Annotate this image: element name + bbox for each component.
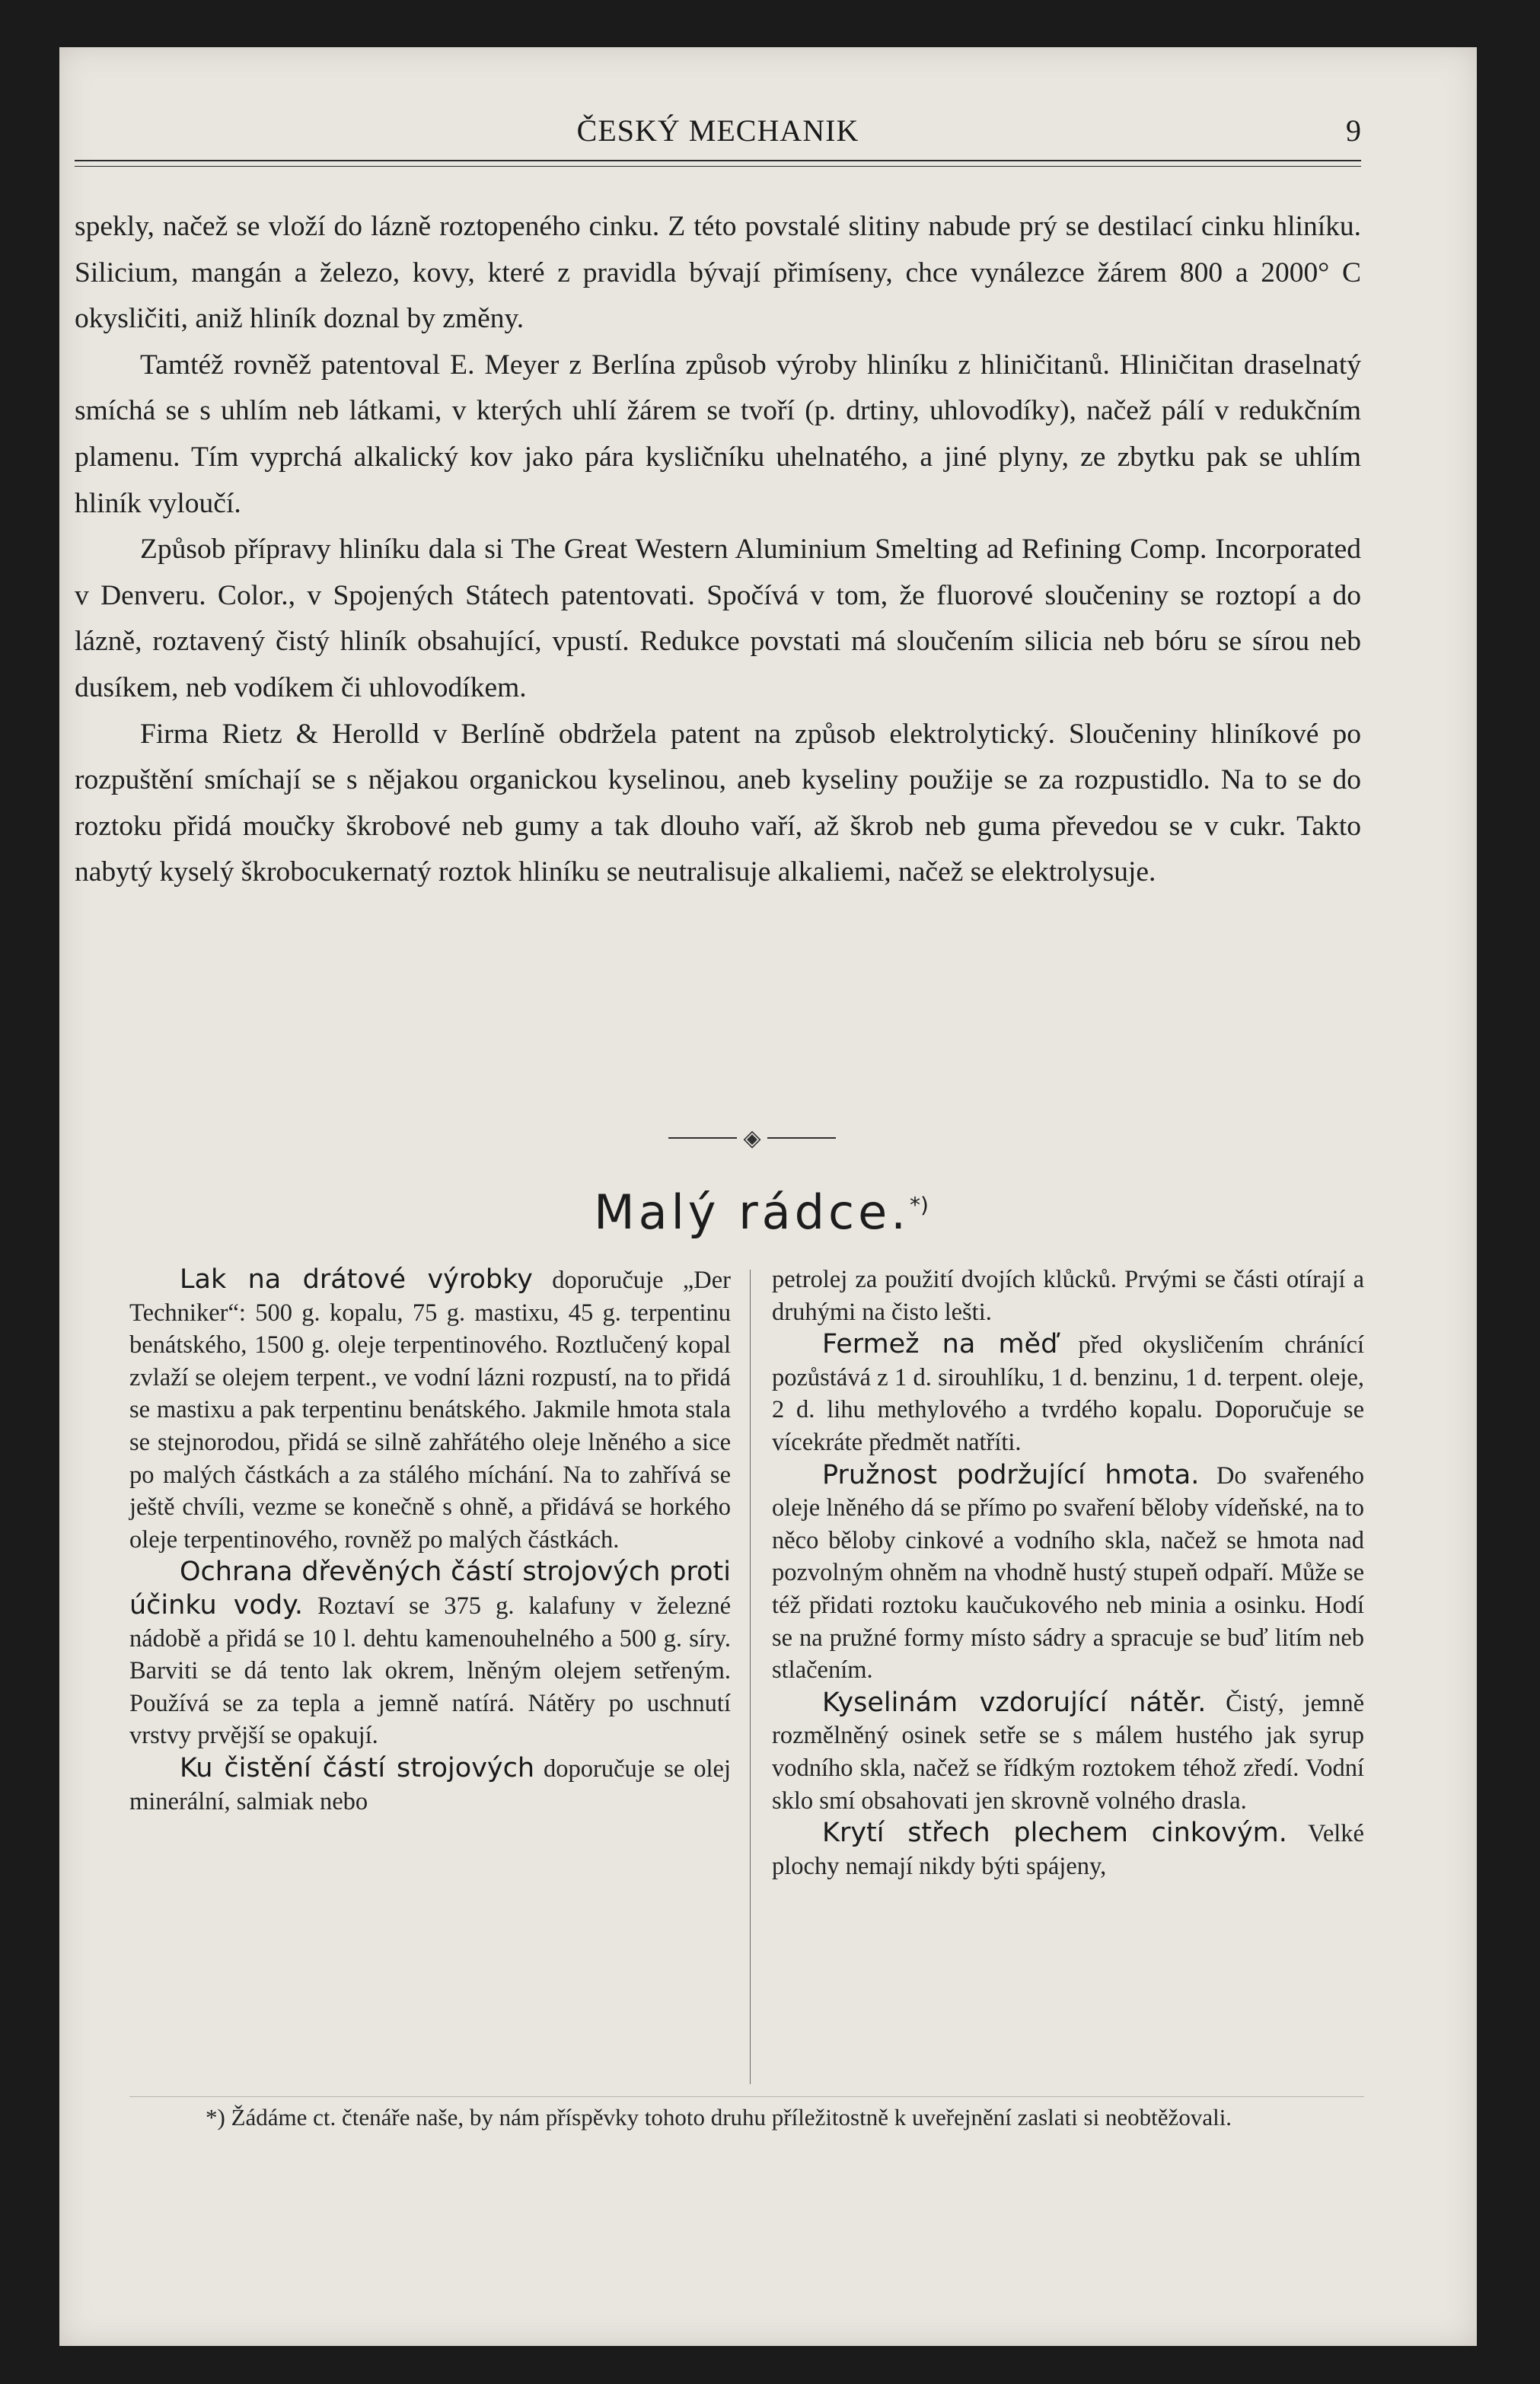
- diamond-icon: ◈: [743, 1124, 761, 1152]
- tip-heading: Ku čistění částí strojových: [180, 1752, 535, 1783]
- tip-heading: Pružnost podržující hmota.: [822, 1459, 1200, 1490]
- tip-heading: Kyselinám vzdorující nátěr.: [822, 1687, 1207, 1718]
- tip-entry: [772, 1459, 1364, 1687]
- paragraph: Tamtéž rovněž patentoval E. Meyer z Berlína způsob výroby hliníku z hliničitanů. Hliničitan draselnatý smíchá se s uhlím neb látkami, v kterých uhlí žárem se tvoří (p. drtiny, uhlovodíky), načež pálí v redukčním plamenu. Tím vyprchá alkalický kov jako pára kysličníku uhelnatého, a jiné plyny, ze zbytku pak se uhlím hliník vyloučí.: [75, 349, 1361, 519]
- section-title-text: Malý rádce.: [594, 1184, 910, 1240]
- paragraph: Firma Rietz & Herolld v Berlíně obdržela patent na způsob elektrolytický. Sloučeniny hliníkové po rozpuštění smíchají se s nějakou organickou kyselinou, aneb kyseliny použije se za rozpustidlo. Na to se do roztoku přidá moučky škrobové neb gumy a tak dlouho vaří, až škrob neb guma převedou se v cukr. Takto nabytý kyselý škrobocukernatý roztok hliníku se neutralisuje alkaliemi, načež se elektrolysuje.: [75, 718, 1361, 888]
- tip-heading: Ochrana dřevěných částí strojových proti účinku vody.: [129, 1557, 731, 1621]
- tip-text: Do svařeného oleje lněného dá se přímo po svaření běloby vídeňské, na to něco běloby cinkové a vodního skla, načež se hmota nad pozvolným ohněm na vhodně hustý stupeň odpaří. Může se též přidati roztoku kaučukového neb minia a osinku. Hodí se na pružné formy místo sádry a spracuje se buď litím neb stlačením.: [772, 1461, 1365, 1684]
- tip-heading: Krytí střech plechem cinkovým.: [822, 1818, 1287, 1849]
- tip-entry: [129, 1752, 731, 1818]
- paragraph: Způsob přípravy hliníku dala si The Great Western Aluminium Smelting ad Refining Comp. Incorporated v Denveru. Color., v Spojených Státech patentovati. Spočívá v tom, že fluorové sloučeniny se roztopí a do lázně, roztavený čistý hliník obsahující, vpustí. Redukce povstati má sloučením silicia neb bóru se sírou neb dusíkem, neb vodíkem či uhlovodíkem.: [75, 534, 1361, 703]
- footnote-mark: *): [206, 2104, 225, 2131]
- article-body: [75, 204, 1361, 896]
- ornament-line-left: [668, 1137, 737, 1139]
- tip-text: Velké plochy nemají nikdy býti spájeny,: [772, 1820, 1364, 1880]
- page-number: 9: [1346, 113, 1361, 148]
- running-title: ČESKÝ MECHANIK: [576, 113, 859, 148]
- section-ornament: [668, 1124, 836, 1152]
- tip-entry: [772, 1328, 1364, 1458]
- tip-text: doporučuje se olej minerální, salmiak nebo: [129, 1755, 731, 1815]
- paragraph: spekly, načež se vloží do lázně roztopeného cinku. Z této povstalé slitiny nabude prý se destilací cinku hliníku. Silicium, mangán a železo, kovy, které z pravidla bývají přimíseny, chce vynálezce žárem 800 a 2000° C okysličiti, aniž hliník doznal by změny.: [75, 211, 1361, 335]
- tip-heading: Fermež na měď: [822, 1329, 1058, 1360]
- tip-entry: [772, 1817, 1364, 1882]
- column-divider: [750, 1270, 751, 2084]
- right-column: [772, 1264, 1364, 1882]
- tip-text: Čistý, jemně rozmělněný osinek setře se s málem hustého jak syrup vodního skla, načež se řídkým roztokem téhož zředí. Vodní sklo smí obsahovati jen skrovně volného drasla.: [772, 1689, 1364, 1815]
- footnote-body: Žádáme ct. čtenáře naše, by nám příspěvky tohoto druhu příležitostně k uveřejnění zaslati si neobtěžovali.: [231, 2104, 1232, 2131]
- tip-text: Roztaví se 375 g. kalafuny v železné nádobě a přidá se 10 l. dehtu kamenouhelného a 500 g. síry. Barviti se dá tento lak okrem, lněným olejem setřeným. Používá se za tepla a jemně natírá. Nátěry po uschnutí vrstvy prvější se opakují.: [129, 1592, 732, 1750]
- running-header: [75, 113, 1361, 155]
- footnote-rule: [129, 2096, 1364, 2097]
- footnote-text: [129, 2102, 1364, 2133]
- footnote: [129, 2102, 1364, 2133]
- header-rule: [75, 160, 1361, 161]
- header-rule-thin: [75, 166, 1361, 167]
- tip-text: doporučuje „Der Techniker“: 500 g. kopalu, 75 g. mastixu, 45 g. terpentinu benátského, 1500 g. oleje terpentinového. Roztlučený kopal zvlaží se olejem terpent., ve vodní lázni rozpustí, na to přidá se mastixu a pak terpentinu benátského. Jakmile hmota stala se stejnorodou, přidá se silně zahřátého oleje lněného a sice po malých částkách a za stálého míchání. Na to zahřívá se ještě chvíli, vezme se konečně s ohně, a přidává se horkého oleje terpentinového, rovněž po malých částkách.: [129, 1267, 731, 1554]
- footnote-reference: *): [909, 1192, 929, 1218]
- tip-entry: [129, 1264, 731, 1556]
- tip-heading: Lak na drátové výrobky: [180, 1264, 533, 1295]
- ornament-line-right: [767, 1137, 836, 1139]
- tip-entry: [129, 1556, 731, 1752]
- tip-entry: [772, 1687, 1364, 1817]
- tip-text: před okysličením chránící pozůstává z 1 d. sirouhlíku, 1 d. benzinu, 1 d. terpent. oleje, 2 d. lihu methylového a tvrdého kopalu. Doporučuje se vícekráte předmět natříti.: [772, 1331, 1365, 1456]
- tip-text: petrolej za použití dvojích klůcků. Prvými se části otírají a druhými na čisto lešti.: [772, 1266, 1364, 1326]
- left-column: [129, 1264, 731, 1818]
- section-title: [457, 1184, 1066, 1240]
- tip-entry: [772, 1264, 1364, 1328]
